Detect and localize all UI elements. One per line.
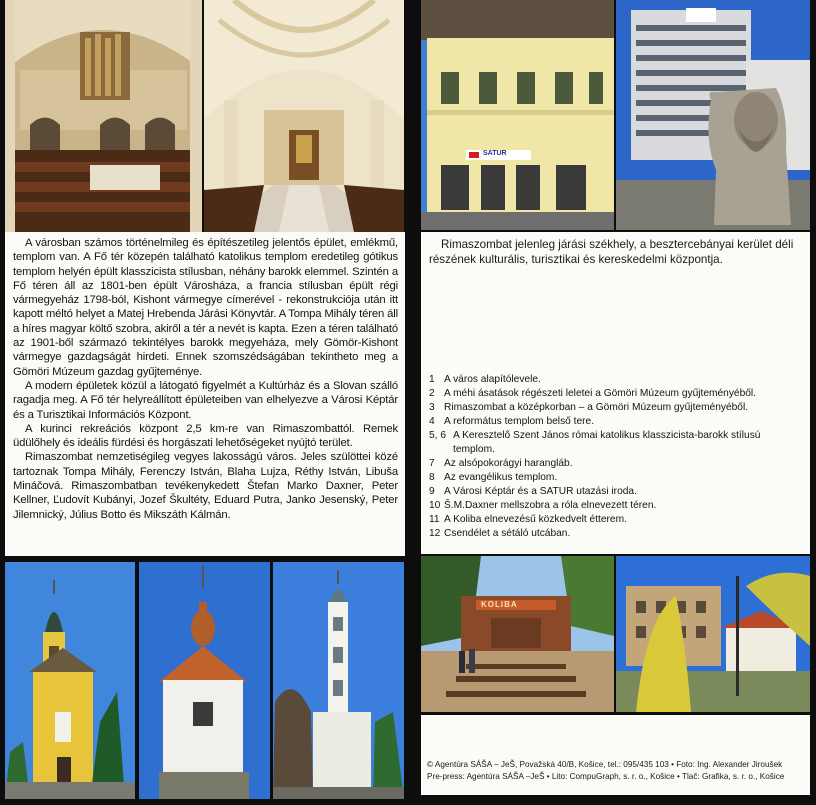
caption-text: A méhi ásatások régészeti leletei a Gömöri Múzeum gyűjteményéből. bbox=[444, 388, 757, 399]
caption-number: 4 bbox=[429, 416, 435, 427]
photo-bell-tower bbox=[139, 562, 270, 799]
caption-number: 1 bbox=[429, 374, 435, 385]
caption-text: Csendélet a sétáló utcában. bbox=[444, 528, 571, 539]
koliba-sign-text: KOLIBA bbox=[481, 600, 518, 609]
photo-satur-building bbox=[421, 0, 614, 230]
photo-daxner-statue bbox=[616, 0, 810, 230]
caption-text: Rimaszombat a középkorban – a Gömöri Múzeum gyűjteményéből. bbox=[444, 402, 749, 413]
caption-text: Az alsópokorágyi harangláb. bbox=[444, 458, 573, 469]
caption-text: A református templom belső tere. bbox=[444, 416, 595, 427]
caption-item bbox=[429, 471, 802, 485]
caption-item bbox=[429, 429, 802, 457]
caption-item bbox=[429, 499, 802, 513]
history-paragraph: A városban számos történelmileg és építészetileg jelentős épület, emlékmű, templom van. A Fő tér közepén található katolikus templom eredetileg gótikus templom helyén épült klasszicista stílusban, néhány barokk elemmel. Szintén a Fő téren áll az 1801-ben épült Városháza, a francia stílusban épült régi vármegyeház 1798-ból, Kishont vármegye címerével - rekonstrukciója után itt kapott méltó helyet a Matej Hrebenda Járási Könyvtár. A Tompa Mihály téren áll a híres magyar költő szobra, akiről a tér a nevét is kapta. Ezen a téren található az 1901-ből származó tekintélyes barokk megyeháza, mely Gömör-Kishont vármegye gazdagságát hirdeti. Ennek szomszédságában tekintheto meg a Gömöri Múzeum gazdag gyűjteménye. bbox=[13, 237, 398, 378]
photo-catholic-church-exterior bbox=[5, 562, 135, 799]
caption-number: 2 bbox=[429, 388, 435, 399]
photo-koliba-restaurant bbox=[421, 556, 614, 712]
caption-text: A Keresztelő Szent János római katolikus klasszicista-barokk stílusú templom. bbox=[453, 430, 761, 455]
caption-text: Az evangélikus templom. bbox=[444, 472, 558, 483]
credits-line: © Agentúra SÁŠA – JeŠ, Považská 40/B, Košice, tel.: 095/435 103 • Foto: Ing. Alexander Jiroušek bbox=[427, 760, 783, 769]
caption-item bbox=[429, 401, 802, 415]
caption-number: 10 bbox=[429, 500, 441, 511]
caption-text: Š.M.Daxner mellszobra a róla elnevezett téren. bbox=[444, 500, 657, 511]
caption-item bbox=[429, 373, 802, 387]
caption-item bbox=[429, 457, 802, 471]
caption-item bbox=[429, 527, 802, 541]
photo-pedestrian-street bbox=[616, 556, 810, 712]
photo-church-interior-organ bbox=[5, 0, 202, 232]
caption-list bbox=[429, 373, 802, 541]
credits-line: Pre-press: Agentúra SÁŠA –JeŠ • Lito: CompuGraph, s. r. o., Košice • Tlač: Grafika, s. r. o., Košice bbox=[427, 772, 785, 781]
caption-number: 9 bbox=[429, 486, 435, 497]
caption-text: A Városi Képtár és a SATUR utazási iroda. bbox=[444, 486, 637, 497]
captions-panel bbox=[421, 232, 810, 554]
satur-sign-text: SATUR bbox=[483, 150, 507, 157]
caption-item bbox=[429, 387, 802, 401]
history-paragraph: Rimaszombat nemzetiségileg vegyes lakosságú város. Jeles szülöttei közé tartoznak Tompa Mihály, Ferenczy István, Blaha Lujza, Réthy István, Libuša Mináčová. Rimaszombatban tevékenykedett Štefan Marko Daxner, Peter Kellner, Ľudovít Kubányi, Jozef Škultéty, Eduard Putra, Janko Jesenský, Peter Jilemnický, Július Botto és Mikszáth Kálmán. bbox=[13, 451, 398, 521]
caption-number: 5, 6 bbox=[429, 430, 446, 441]
caption-number: 11 bbox=[429, 514, 440, 525]
caption-number: 12 bbox=[429, 528, 441, 539]
history-paragraph: A kurinci rekreációs központ 2,5 km-re van Rimaszombattól. Remek üdülőhely és ideális fürdési és horgászati lehetőségeket nyújtó terület. bbox=[13, 422, 398, 450]
history-paragraph: A modern épületek közül a látogató figyelmét a Kultúrház és a Slovan szálló ragadja meg. A Fő tér helyreállított épületeiben van elhelyezve a Városi Képtár és a Turisztikai Információs Központ. bbox=[13, 379, 398, 421]
history-text-panel bbox=[5, 232, 405, 556]
credits-panel bbox=[421, 715, 810, 795]
caption-number: 3 bbox=[429, 402, 435, 413]
intro-paragraph: Rimaszombat jelenleg járási székhely, a besztercebányai kerület déli részének kulturális, turisztikai és kereskedelmi központja. bbox=[429, 238, 794, 266]
caption-text: A város alapítólevele. bbox=[444, 374, 541, 385]
photo-evangelical-church bbox=[273, 562, 404, 799]
photo-church-nave bbox=[204, 0, 404, 232]
caption-number: 8 bbox=[429, 472, 435, 483]
caption-item bbox=[429, 415, 802, 429]
caption-number: 7 bbox=[429, 458, 435, 469]
caption-text: A Koliba elnevezésű közkedvelt étterem. bbox=[444, 514, 627, 525]
caption-item bbox=[429, 513, 802, 527]
caption-item bbox=[429, 485, 802, 499]
